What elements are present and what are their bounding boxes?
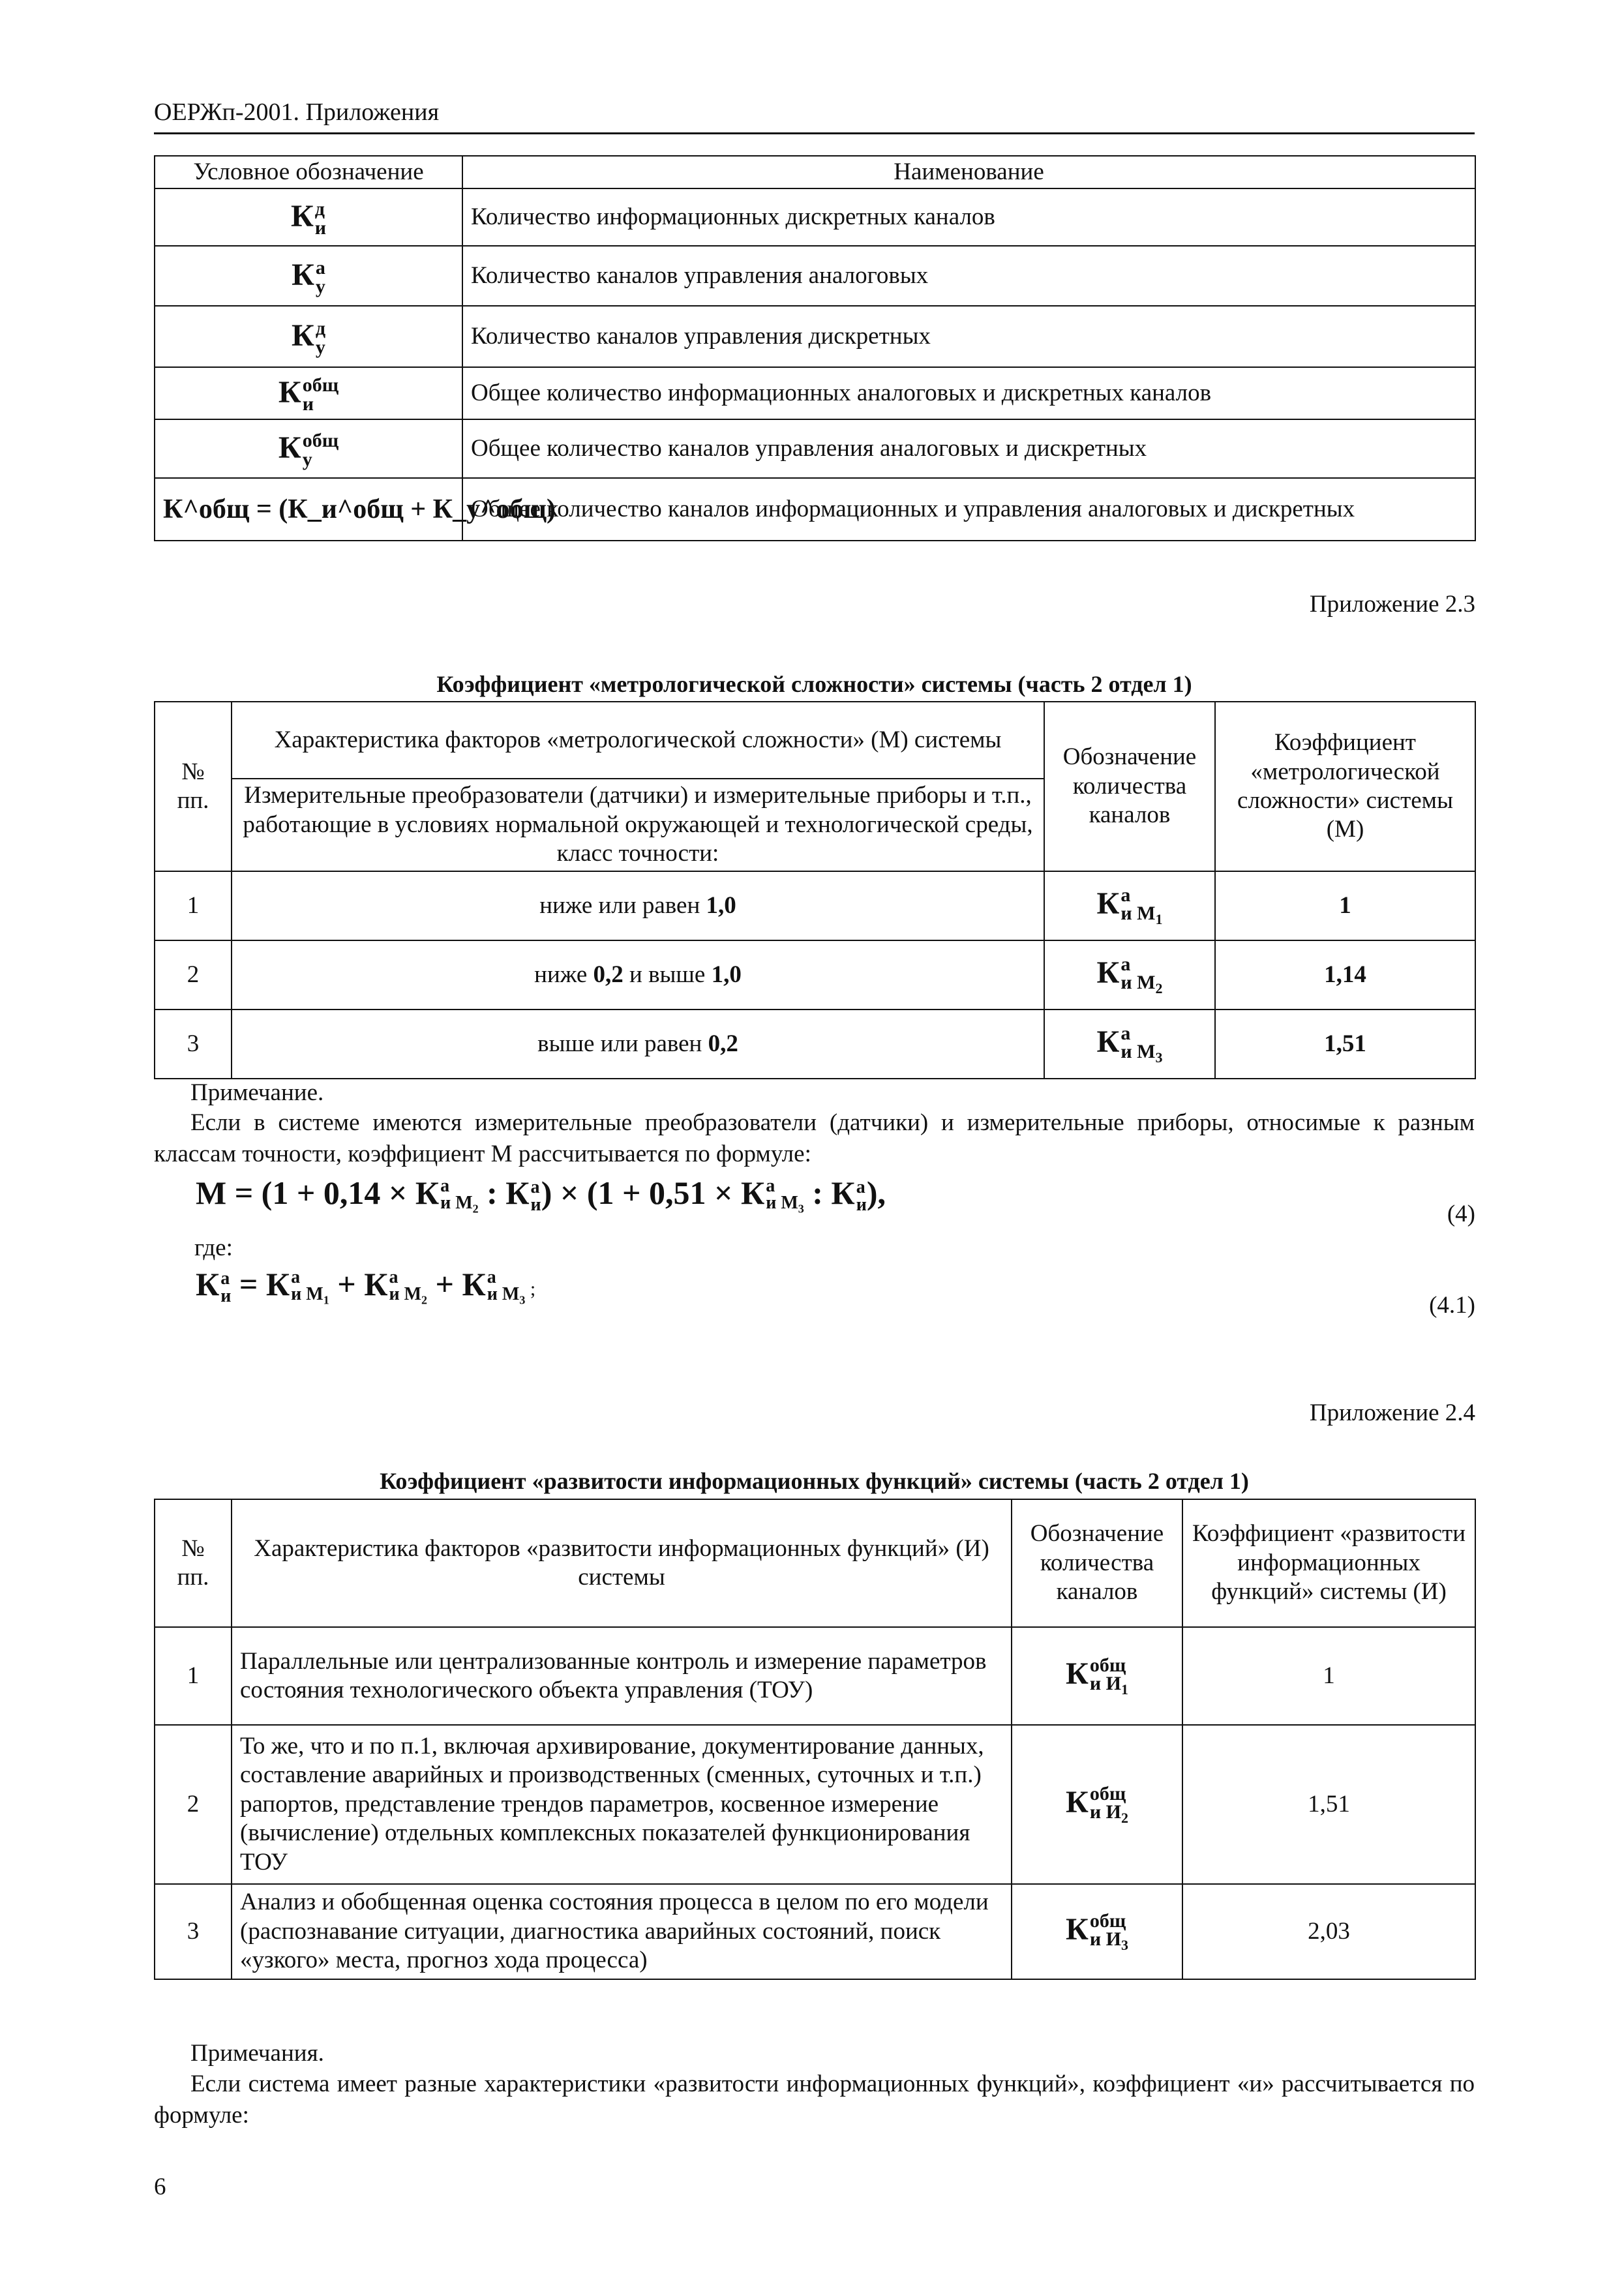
metrology-table xyxy=(154,701,1476,1079)
table-row xyxy=(155,1884,1475,1979)
table-2-4-caption: Коэффициент «развитости информационных функций» системы (часть 2 отдел 1) xyxy=(380,1468,1249,1494)
symbols-table xyxy=(154,155,1476,541)
table-row xyxy=(155,1627,1475,1725)
row-symbol: К общ и $И_1$ xyxy=(1012,1627,1182,1725)
row-symbol: К а и $М_3$ xyxy=(1044,1010,1215,1079)
col-subheader-characteristic: Измерительные преобразователи (датчики) и измерительные приборы и т.п., работающие в условиях нормальной окружающей и технологической среды, класс точности: xyxy=(232,779,1044,871)
row-num: 2 xyxy=(155,1725,232,1884)
row-num: 1 xyxy=(155,871,232,940)
name-cell: Количество информационных дискретных каналов xyxy=(462,188,1475,246)
row-characteristic: Параллельные или централизованные контроль и измерение параметров состояния технологического объекта управления (ТОУ) xyxy=(232,1627,1012,1725)
symbol-cell: К д у xyxy=(155,306,462,367)
col-header-symbol: Условное обозначение xyxy=(155,156,462,188)
info-functions-table xyxy=(154,1499,1476,1980)
table-row xyxy=(155,478,1475,541)
note-text: Если в системе имеются измерительные преобразователи (датчики) и измерительные приборы, относимые к разным классам точности, коэффициент М рассчитывается по формуле: xyxy=(154,1109,1475,1168)
row-symbol: К а и $М_2$ xyxy=(1044,940,1215,1010)
appendix-2-4-label: Приложение 2.4 xyxy=(1309,1399,1475,1426)
row-coefficient: 1,51 xyxy=(1182,1725,1475,1884)
row-characteristic: выше или равен 0,2 xyxy=(232,1010,1044,1079)
row-num: 1 xyxy=(155,1627,232,1725)
table-row xyxy=(155,1010,1475,1079)
col-header-characteristic: Характеристика факторов «развитости информационных функций» (И) системы xyxy=(232,1499,1012,1627)
col-header-designation: Обозначение количества каналов xyxy=(1012,1499,1182,1627)
table-row xyxy=(155,1725,1475,1884)
note-title: Примечание. xyxy=(190,1079,324,1106)
row-symbol: К общ и $И_3$ xyxy=(1012,1884,1182,1979)
col-header-num: № пп. xyxy=(155,1499,232,1627)
where-label: где: xyxy=(194,1234,233,1261)
col-header-coefficient: Коэффициент «метрологической сложности» системы (М) xyxy=(1215,702,1475,871)
row-coefficient: 1 xyxy=(1215,871,1475,940)
name-cell: Количество каналов управления аналоговых xyxy=(462,246,1475,306)
table-row xyxy=(155,367,1475,419)
table-row xyxy=(155,419,1475,478)
row-characteristic: Анализ и обобщенная оценка состояния процесса в целом по его модели (распознавание ситуации, диагностика аварийных состояний, поиск «узкого» места, прогноз хода процесса) xyxy=(232,1884,1012,1979)
table-row xyxy=(155,188,1475,246)
symbol-cell: К общ и xyxy=(155,367,462,419)
row-coefficient: 1,14 xyxy=(1215,940,1475,1010)
row-symbol: К а и $М_1$ xyxy=(1044,871,1215,940)
table-row xyxy=(155,306,1475,367)
name-cell: Общее количество каналов информационных и управления аналоговых и дискретных xyxy=(462,478,1475,541)
header-rule xyxy=(154,132,1475,134)
row-symbol: К общ и $И_2$ xyxy=(1012,1725,1182,1884)
row-characteristic: То же, что и по п.1, включая архивирование, документирование данных, составление аварийных и производственных (сменных, суточных и т.п.) рапортов, представление трендов параметров, косвенное измерение (вычисление) отдельных комплексных показателей функционирования ТОУ xyxy=(232,1725,1012,1884)
row-num: 3 xyxy=(155,1884,232,1979)
symbol-cell: К общ у xyxy=(155,419,462,478)
table-row xyxy=(155,871,1475,940)
page-number: 6 xyxy=(154,2174,166,2200)
formula-4: M = (1 + 0,14 × К а и $M_2$ : К а и ) × (1 + 0,51 × К а и $M_3$ : К а и ), xyxy=(196,1174,886,1216)
row-num: 3 xyxy=(155,1010,232,1079)
col-header-characteristic: Характеристика факторов «метрологической сложности» (М) системы xyxy=(232,702,1044,779)
row-coefficient: 2,03 xyxy=(1182,1884,1475,1979)
formula-cell: К^общ = (К_и^общ + К_у^общ) xyxy=(155,478,462,541)
equation-number-4-1: (4.1) xyxy=(1429,1292,1475,1319)
appendix-2-3-label: Приложение 2.3 xyxy=(1309,591,1475,618)
name-cell: Количество каналов управления дискретных xyxy=(462,306,1475,367)
col-header-designation: Обозначение количества каналов xyxy=(1044,702,1215,871)
table-2-3-caption: Коэффициент «метрологической сложности» системы (часть 2 отдел 1) xyxy=(436,671,1192,697)
header-title: ОЕРЖп-2001. Приложения xyxy=(154,98,440,126)
equation-number-4: (4) xyxy=(1447,1201,1475,1227)
table-row xyxy=(155,940,1475,1010)
formula-4-1: К а и = К а и $M_1$ + К а и $M_2$ + К а и $M_3$ ; xyxy=(196,1266,536,1308)
row-coefficient: 1,51 xyxy=(1215,1010,1475,1079)
col-header-name: Наименование xyxy=(462,156,1475,188)
row-coefficient: 1 xyxy=(1182,1627,1475,1725)
col-header-coefficient: Коэффициент «развитости информационных функций» системы (И) xyxy=(1182,1499,1475,1627)
notes-text: Если система имеет разные характеристики «развитости информационных функций», коэффициент «и» рассчитывается по формуле: xyxy=(154,2071,1475,2129)
notes-title: Примечания. xyxy=(190,2040,324,2067)
table-row xyxy=(155,246,1475,306)
name-cell: Общее количество информационных аналоговых и дискретных каналов xyxy=(462,367,1475,419)
row-characteristic: ниже или равен 1,0 xyxy=(232,871,1044,940)
symbol-cell: К д и xyxy=(155,188,462,246)
col-header-num: № пп. xyxy=(155,702,232,871)
symbol-cell: К а у xyxy=(155,246,462,306)
name-cell: Общее количество каналов управления аналоговых и дискретных xyxy=(462,419,1475,478)
row-num: 2 xyxy=(155,940,232,1010)
row-characteristic: ниже 0,2 и выше 1,0 xyxy=(232,940,1044,1010)
